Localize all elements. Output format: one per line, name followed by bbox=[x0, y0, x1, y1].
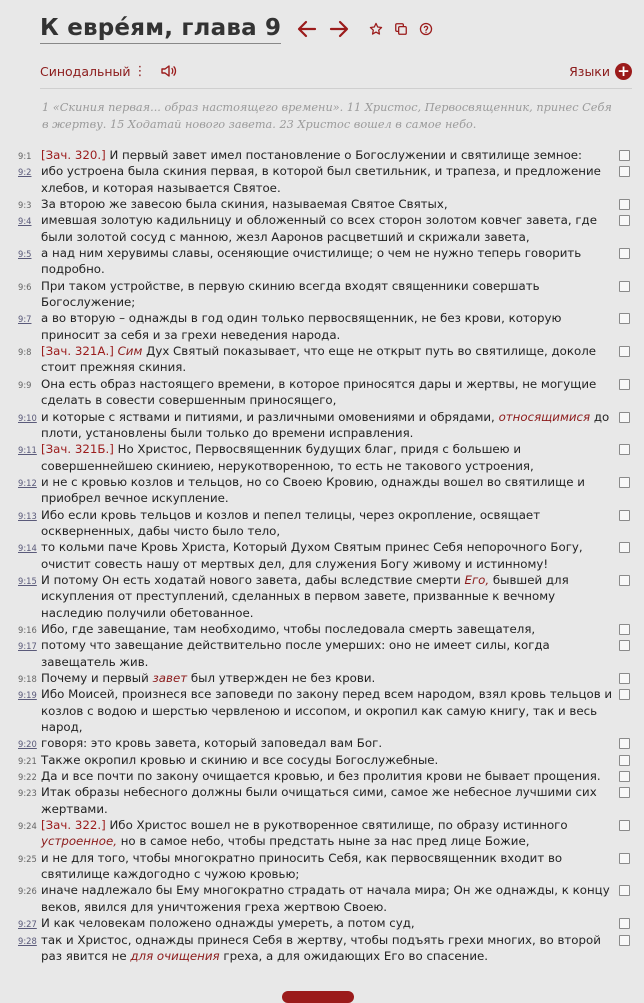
plus-icon[interactable]: + bbox=[615, 63, 632, 80]
verse-number: 9:23 bbox=[18, 788, 37, 799]
verse-row bbox=[0, 343, 644, 376]
verse-text bbox=[41, 768, 616, 784]
reading-marker: [Зач. 321Б.] bbox=[41, 442, 114, 457]
verse-text bbox=[41, 850, 616, 883]
verse-checkbox[interactable] bbox=[619, 150, 630, 161]
toolbar bbox=[40, 60, 632, 82]
verse-text-part: Итак образы небесного должны были очищаться сими, самое же небесное лучшими сих жертвами. bbox=[41, 785, 597, 816]
verse-text bbox=[41, 817, 616, 850]
help-icon[interactable] bbox=[418, 21, 434, 37]
verse-row bbox=[0, 670, 644, 686]
verse-text bbox=[41, 441, 616, 474]
verse-checkbox[interactable] bbox=[619, 918, 630, 929]
verse-text-part: Да и все почти по закону очищается кровью, и без пролития крови не бывает прощения. bbox=[41, 769, 601, 784]
verse-row bbox=[0, 882, 644, 915]
arrow-left-icon[interactable] bbox=[295, 17, 319, 41]
verse-text bbox=[41, 752, 616, 768]
verse-text bbox=[41, 343, 616, 376]
verse-number[interactable]: 9:27 bbox=[18, 919, 37, 930]
verse-number[interactable]: 9:28 bbox=[18, 935, 37, 946]
divider bbox=[40, 88, 632, 89]
verse-text-part: и не с кровью козлов и тельцов, но со Своею Кровию, однажды вошел во святилище и приобрел вечное искупление. bbox=[41, 474, 585, 506]
verse-text-part: Почему и первый bbox=[41, 671, 153, 685]
verse-text bbox=[41, 474, 616, 507]
verse-text-part: то кольми паче Кровь Христа, Который Духом Святым принес Себя непорочного Богу, очистит совесть нашу от мертвых дел, для служения Богу живому и истинному! bbox=[41, 540, 583, 571]
verse-text bbox=[41, 670, 616, 686]
arrow-right-icon[interactable] bbox=[327, 17, 351, 41]
verse-text-part: Но Христос, Первосвященник будущих благ, придя с большею и совершеннейшею скиниею, нерукотворенною, то есть не такового устроения, bbox=[41, 442, 534, 473]
verse-text-part: был утвержден не без крови. bbox=[187, 671, 376, 685]
verse-row bbox=[0, 163, 644, 196]
verse-text-part: При таком устройстве, в первую скинию всегда входят священники совершать Богослужение; bbox=[41, 278, 540, 310]
verse-number: 9:21 bbox=[18, 755, 37, 766]
verse-text bbox=[41, 882, 616, 915]
verse-number[interactable]: 9:7 bbox=[18, 314, 32, 325]
chapter-summary: 1 «Скиния первая... образ настоящего времени». 11 Христос, Первосвященник, принес Себя в жертву. 15 Ходатай нового завета. 23 Христос вошел в самое небо. bbox=[42, 101, 612, 131]
verse-text-part: так и Христос, однажды принеся Себя в жертву, чтобы подъять грехи многих, во второй раз явится не bbox=[41, 932, 601, 963]
verse-row bbox=[0, 850, 644, 883]
verse-checkbox[interactable] bbox=[619, 281, 630, 292]
verse-number[interactable]: 9:10 bbox=[18, 412, 37, 423]
verse-row bbox=[0, 735, 644, 751]
verse-row bbox=[0, 686, 644, 735]
verse-checkbox[interactable] bbox=[619, 755, 630, 766]
verse-checkbox[interactable] bbox=[619, 199, 630, 210]
verse-text-part: потому что завещание действительно после умерших: оно не имеет силы, когда завещатель жив. bbox=[41, 638, 550, 669]
verse-checkbox[interactable] bbox=[619, 379, 630, 390]
verse-text-part: Дух Святый показывает, что еще не открыт путь во святилище, доколе стоит прежняя скиния. bbox=[41, 344, 597, 375]
verse-checkbox[interactable] bbox=[619, 624, 630, 635]
verse-number[interactable]: 9:17 bbox=[18, 641, 37, 652]
verse-text bbox=[41, 245, 616, 278]
verse-number: 9:16 bbox=[18, 624, 37, 635]
italic-insert: для очищения bbox=[130, 948, 220, 963]
verse-checkbox[interactable] bbox=[619, 166, 630, 177]
verse-text bbox=[41, 932, 616, 965]
verse-number: 9:26 bbox=[18, 886, 37, 897]
verse-checkbox[interactable] bbox=[619, 542, 630, 553]
verse-number[interactable]: 9:20 bbox=[18, 739, 37, 750]
reading-marker: [Зач. 320.] bbox=[41, 148, 106, 162]
verse-row bbox=[0, 752, 644, 768]
verse-row bbox=[0, 212, 644, 245]
verse-row bbox=[0, 278, 644, 311]
verse-number: 9:18 bbox=[18, 674, 37, 684]
verse-row bbox=[0, 637, 644, 670]
verse-row bbox=[0, 310, 644, 343]
verse-text bbox=[41, 310, 616, 343]
languages-link[interactable]: Языки bbox=[569, 63, 610, 79]
verse-row bbox=[0, 539, 644, 572]
verse-checkbox[interactable] bbox=[619, 346, 630, 357]
verse-text-part: Она есть образ настоящего времени, в которое приносятся дары и жертвы, не могущие сделать в совести совершенным приносящего, bbox=[41, 376, 597, 408]
verse-text-part: И потому Он есть ходатай нового завета, дабы вследствие смерти bbox=[41, 572, 465, 587]
verse-text-part: имевшая золотую кадильницу и обложенный со всех сторон золотом ковчег завета, где были золотой сосуд с манною, жезл Ааронов расцветший и скрижали завета, bbox=[41, 213, 597, 244]
verse-number: 9:24 bbox=[18, 821, 37, 832]
verse-row bbox=[0, 474, 644, 507]
verse-text bbox=[41, 409, 616, 442]
verse-row bbox=[0, 817, 644, 850]
verse-text-part: бывшей для искупления от преступлений, сделанных в первом завете, призванные к вечному наследию получили обетованное. bbox=[41, 572, 569, 620]
verse-checkbox[interactable] bbox=[619, 689, 630, 700]
verse-text bbox=[41, 196, 616, 212]
verse-text-part: ибо устроена была скиния первая, в которой был светильник, и трапеза, и предложение хлебов, и которая называется Святое. bbox=[41, 164, 601, 195]
verse-text bbox=[41, 212, 616, 245]
verse-text-part: Ибо Христос вошел не в рукотворенное святилище, по образу истинного bbox=[105, 818, 568, 833]
verse-number[interactable]: 9:12 bbox=[18, 477, 37, 488]
verse-text-part: но в самое небо, чтобы предстать ныне за нас пред лице Божие, bbox=[116, 834, 530, 849]
verse-list bbox=[0, 147, 644, 964]
verse-row bbox=[0, 196, 644, 212]
verse-checkbox[interactable] bbox=[619, 935, 630, 946]
verse-checkbox[interactable] bbox=[619, 853, 630, 864]
verse-text bbox=[41, 572, 616, 621]
verse-row bbox=[0, 572, 644, 621]
verse-number[interactable]: 9:13 bbox=[18, 510, 37, 521]
copy-icon[interactable] bbox=[393, 21, 409, 37]
verse-text-part: а во вторую – однажды в год один только первосвященник, не без крови, которую приносит за себя и за грехи неведения народа. bbox=[41, 311, 562, 342]
verse-text bbox=[41, 507, 616, 540]
italic-insert: завет bbox=[152, 671, 188, 685]
verse-text bbox=[41, 278, 616, 311]
header bbox=[40, 14, 434, 44]
italic-insert: Сим bbox=[117, 344, 143, 359]
verse-row bbox=[0, 376, 644, 409]
verse-text-part: и которые с яствами и питиями, и различными омовениями и обрядами, bbox=[41, 409, 499, 424]
verse-row bbox=[0, 409, 644, 442]
verse-checkbox[interactable] bbox=[619, 738, 630, 749]
more-options-icon[interactable]: ⋮ bbox=[133, 63, 147, 79]
verse-checkbox[interactable] bbox=[619, 313, 630, 324]
italic-insert: устроенное, bbox=[41, 834, 117, 849]
verse-checkbox[interactable] bbox=[619, 787, 630, 798]
verse-text-part: а над ним херувимы славы, осеняющие очистилище; о чем не нужно теперь говорить подробно. bbox=[41, 246, 582, 277]
verse-text bbox=[41, 147, 616, 163]
verse-row bbox=[0, 147, 644, 163]
verse-checkbox[interactable] bbox=[619, 444, 630, 455]
verse-row bbox=[0, 441, 644, 474]
verse-text-part: до плоти, установлены были только до времени исправления. bbox=[41, 409, 610, 440]
verse-number[interactable]: 9:14 bbox=[18, 543, 37, 554]
verse-number[interactable]: 9:4 bbox=[18, 216, 32, 227]
verse-number: 9:1 bbox=[18, 151, 32, 161]
verse-checkbox[interactable] bbox=[619, 248, 630, 259]
verse-text-part: И как человекам положено однажды умереть, а потом суд, bbox=[41, 916, 415, 931]
verse-text-part: и не для того, чтобы многократно приносить Себя, как первосвященник входит во святилище каждогодно с чужою кровью; bbox=[41, 850, 563, 882]
verse-text bbox=[41, 637, 616, 670]
verse-checkbox[interactable] bbox=[619, 673, 630, 684]
verse-row bbox=[0, 245, 644, 278]
verse-checkbox[interactable] bbox=[619, 575, 630, 586]
verse-checkbox[interactable] bbox=[619, 412, 630, 423]
verse-text bbox=[41, 163, 616, 196]
verse-row bbox=[0, 621, 644, 637]
star-icon[interactable] bbox=[368, 21, 384, 37]
verse-checkbox[interactable] bbox=[619, 510, 630, 521]
verse-number: 9:3 bbox=[18, 200, 32, 211]
verse-number: 9:22 bbox=[18, 772, 37, 783]
verse-number: 9:9 bbox=[18, 379, 32, 390]
verse-row bbox=[0, 784, 644, 817]
speaker-icon[interactable] bbox=[161, 64, 177, 78]
italic-insert: относящимися bbox=[498, 409, 591, 424]
reading-marker: [Зач. 322.] bbox=[41, 818, 106, 833]
page-title: К евре́ям, глава 9 bbox=[40, 14, 281, 44]
verse-text-part: Ибо если кровь тельцов и козлов и пепел телицы, через окропление, освящает оскверненных, дабы чисто было тело, bbox=[41, 507, 541, 538]
verse-text-part: За второю же завесою была скиния, называемая Святое Святых, bbox=[41, 197, 448, 212]
verse-text bbox=[41, 539, 616, 572]
verse-text-part: И первый завет имел постановление о Богослужении и святилище земное: bbox=[105, 148, 583, 162]
verse-number: 9:25 bbox=[18, 853, 37, 864]
italic-insert: Его, bbox=[464, 572, 490, 587]
verse-text bbox=[41, 915, 616, 931]
verse-checkbox[interactable] bbox=[619, 640, 630, 651]
translation-selector[interactable]: Синодальный bbox=[40, 63, 131, 79]
verse-row bbox=[0, 768, 644, 784]
verse-row bbox=[0, 932, 644, 965]
verse-row bbox=[0, 915, 644, 931]
verse-text-part: Также окропил кровью и скинию и все сосуды Богослужебные. bbox=[41, 752, 439, 767]
verse-text-part: Ибо, где завещание, там необходимо, чтобы последовала смерть завещателя, bbox=[41, 621, 536, 636]
verse-text-part: говоря: это кровь завета, который заповедал вам Бог. bbox=[41, 736, 383, 751]
verse-number[interactable]: 9:11 bbox=[18, 445, 37, 456]
verse-checkbox[interactable] bbox=[619, 477, 630, 488]
verse-checkbox[interactable] bbox=[619, 885, 630, 896]
verse-number: 9:8 bbox=[18, 347, 32, 358]
chapter-nav bbox=[295, 17, 434, 41]
verse-text-part: греха, а для ожидающих Его во спасение. bbox=[219, 948, 489, 963]
verse-text bbox=[41, 621, 616, 637]
verse-number[interactable]: 9:15 bbox=[18, 575, 37, 586]
verse-number[interactable]: 9:2 bbox=[18, 167, 32, 178]
verse-number: 9:6 bbox=[18, 281, 32, 292]
verse-text-part: Ибо Моисей, произнеся все заповеди по закону перед всем народом, взял кровь тельцов и козлов с водою и шерстью червленою и иссопом, и окропил как самую книгу, так и весь народ, bbox=[41, 687, 613, 735]
verse-number[interactable]: 9:19 bbox=[18, 690, 37, 701]
reading-marker: [Зач. 321А.] bbox=[41, 344, 114, 359]
verse-text-part: иначе надлежало бы Ему многократно страдать от начала мира; Он же однажды, к концу веков, явился для уничтожения греха жертвою Своею. bbox=[41, 883, 610, 914]
verse-number[interactable]: 9:5 bbox=[18, 249, 32, 260]
verse-text bbox=[41, 376, 616, 409]
verse-checkbox[interactable] bbox=[619, 215, 630, 226]
bottom-button[interactable] bbox=[282, 991, 354, 1003]
verse-checkbox[interactable] bbox=[619, 820, 630, 831]
verse-text bbox=[41, 686, 616, 735]
verse-text bbox=[41, 735, 616, 751]
verse-text bbox=[41, 784, 616, 817]
verse-checkbox[interactable] bbox=[619, 771, 630, 782]
verse-row bbox=[0, 507, 644, 540]
